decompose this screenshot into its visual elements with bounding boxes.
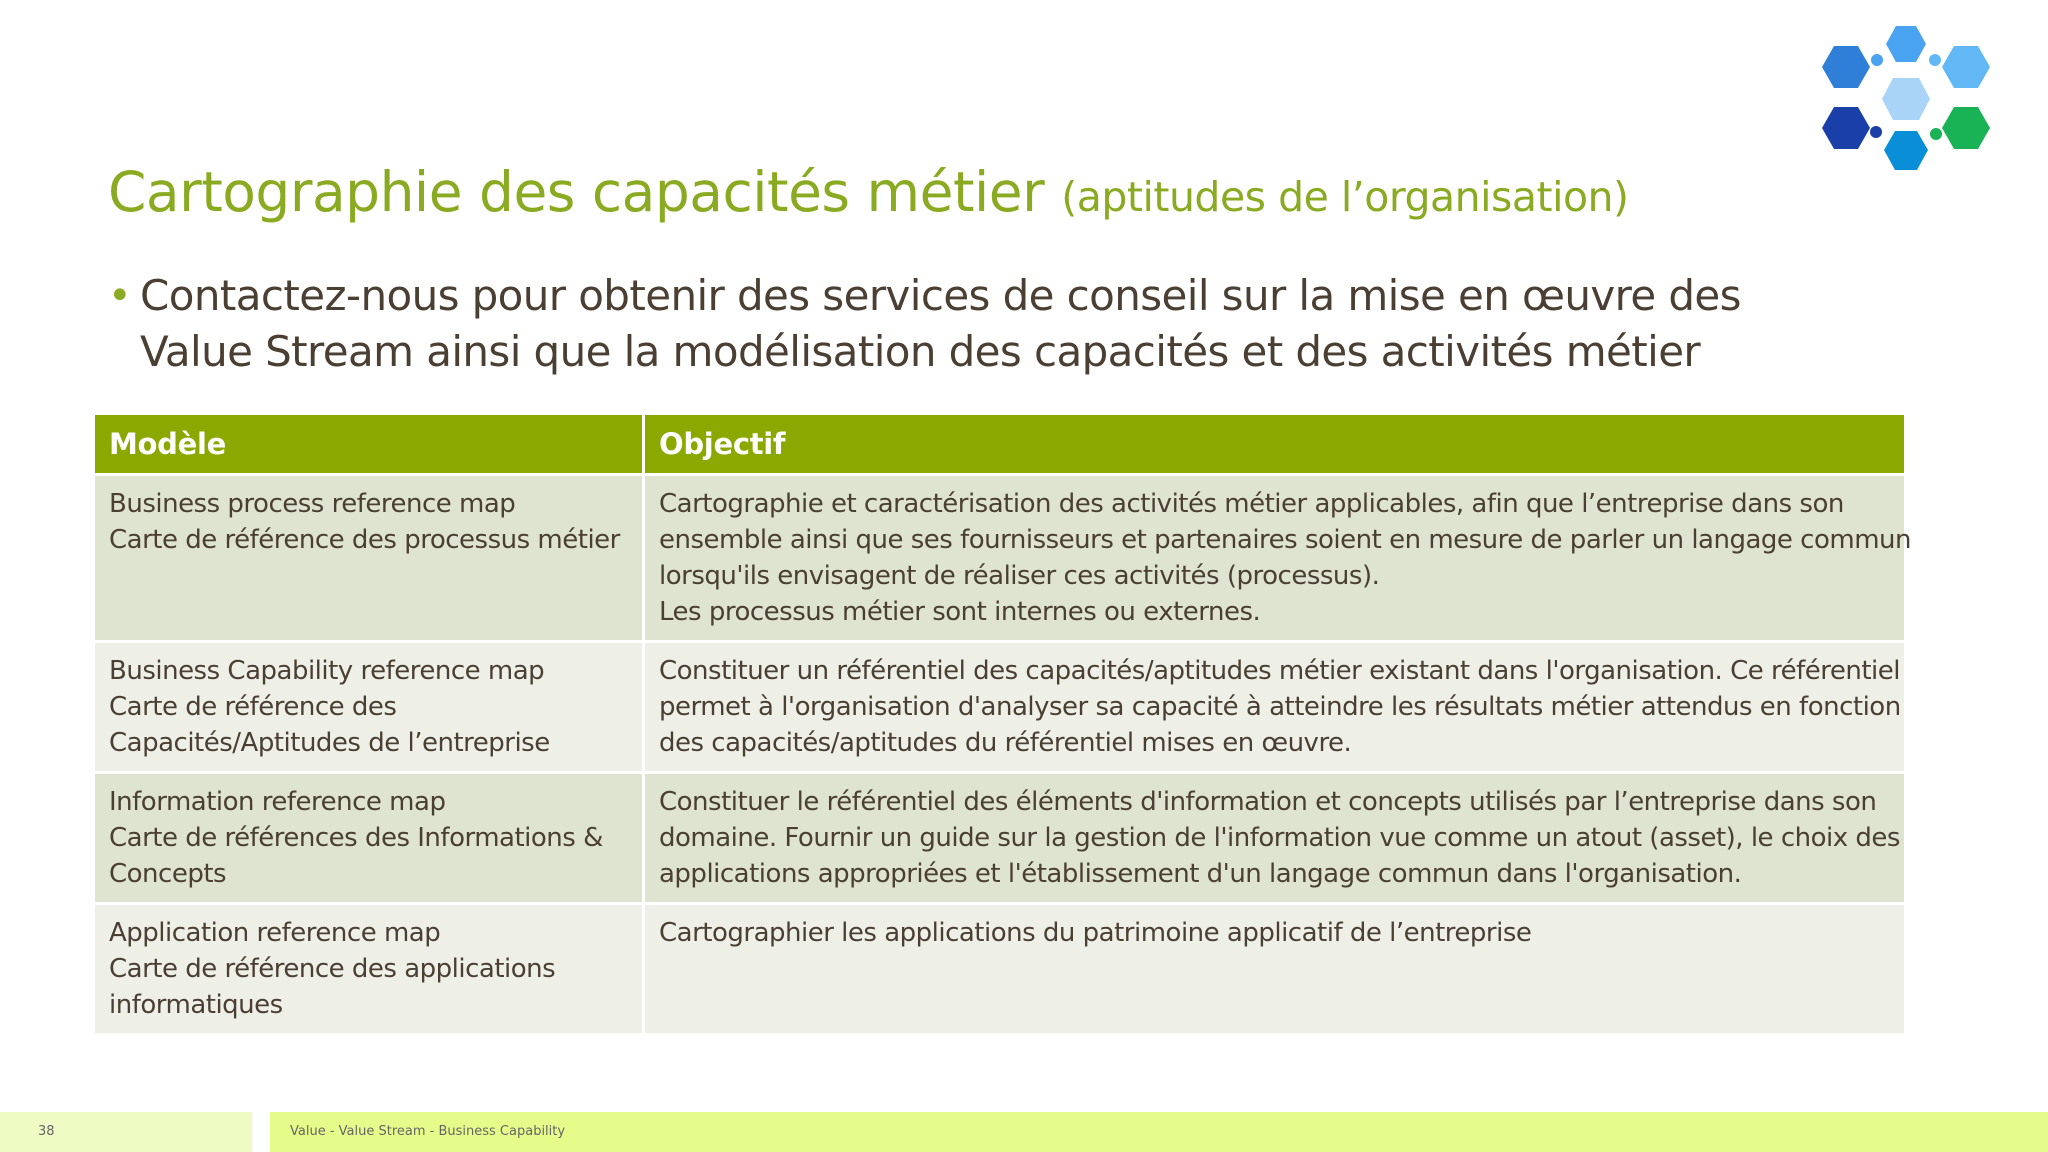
bullet-line: Value Stream ainsi que la modélisation des capacités et des activités métier: [140, 327, 1701, 376]
reference-map-table: [92, 412, 1911, 1036]
objective-line: Constituer un référentiel des capacités/aptitudes métier existant dans l'organisation. Ce référentiel: [659, 656, 1900, 686]
model-cell: [94, 904, 644, 1035]
objective-cell: [644, 475, 1911, 642]
hex-bottom-left: [1822, 107, 1870, 149]
table-row: [94, 642, 1906, 773]
table-row: [94, 904, 1906, 1035]
hex-bottom: [1884, 131, 1928, 170]
table-header-row: [94, 414, 1906, 475]
column-header-objective: Objectif: [644, 414, 1906, 475]
model-line: informatiques: [109, 990, 283, 1020]
objective-line: Cartographier les applications du patrimoine applicatif de l’entreprise: [659, 918, 1532, 948]
model-line: Business Capability reference map: [109, 656, 545, 686]
hex-top-right: [1942, 46, 1990, 88]
footer-label: Value - Value Stream - Business Capability: [270, 1112, 2048, 1152]
objective-line: Cartographie et caractérisation des activités métier applicables, afin que l’entreprise dans son: [659, 489, 1844, 519]
objective-line: applications appropriées et l'établissement d'un langage commun dans l'organisation.: [659, 859, 1742, 889]
model-line: Carte de référence des: [109, 692, 397, 722]
objective-line: ensemble ainsi que ses fournisseurs et partenaires soient en mesure de parler un langage commun: [659, 525, 1911, 555]
objective-line: Constituer le référentiel des éléments d'information et concepts utilisés par l’entreprise dans son: [659, 787, 1877, 817]
model-cell: [94, 642, 644, 773]
objective-cell: [644, 904, 1906, 1035]
bullet-dot-icon: •: [108, 273, 131, 319]
model-line: Business process reference map: [109, 489, 516, 519]
hex-top: [1886, 26, 1926, 62]
model-line: Capacités/Aptitudes de l’entreprise: [109, 728, 550, 758]
puzzle-hexagon-logo-icon: [1822, 20, 2006, 178]
model-line: Carte de références des Informations &: [109, 823, 603, 853]
model-line: Concepts: [109, 859, 227, 889]
objective-line: lorsqu'ils envisagent de réaliser ces activités (processus).: [659, 561, 1380, 591]
objective-line: permet à l'organisation d'analyser sa capacité à atteindre les résultats métier attendus en fonction: [659, 692, 1901, 722]
table-row: [94, 475, 1906, 642]
bullet-paragraph: [108, 268, 1828, 380]
bullet-text: [108, 268, 1828, 380]
objective-line: Les processus métier sont internes ou externes.: [659, 597, 1261, 627]
model-line: Information reference map: [109, 787, 446, 817]
model-cell: [94, 475, 644, 642]
column-header-model: Modèle: [94, 414, 644, 475]
page-number: 38: [0, 1112, 252, 1152]
model-cell: [94, 773, 644, 904]
page-title: [108, 162, 1629, 223]
title-sub: (aptitudes de l’organisation): [1061, 173, 1629, 221]
hex-top-left: [1822, 46, 1870, 88]
bullet-line: Contactez-nous pour obtenir des services de conseil sur la mise en œuvre des: [140, 271, 1741, 320]
model-line: Carte de référence des applications: [109, 954, 556, 984]
hex-center: [1882, 78, 1930, 120]
model-line: Carte de référence des processus métier: [109, 525, 620, 555]
model-line: Application reference map: [109, 918, 441, 948]
hex-bottom-right: [1942, 107, 1990, 149]
title-main: Cartographie des capacités métier: [108, 160, 1045, 224]
objective-cell: [644, 642, 1906, 773]
table-row: [94, 773, 1906, 904]
objective-line: des capacités/aptitudes du référentiel mises en œuvre.: [659, 728, 1352, 758]
objective-line: domaine. Fournir un guide sur la gestion de l'information vue comme un atout (asset), le choix des: [659, 823, 1900, 853]
objective-cell: [644, 773, 1906, 904]
